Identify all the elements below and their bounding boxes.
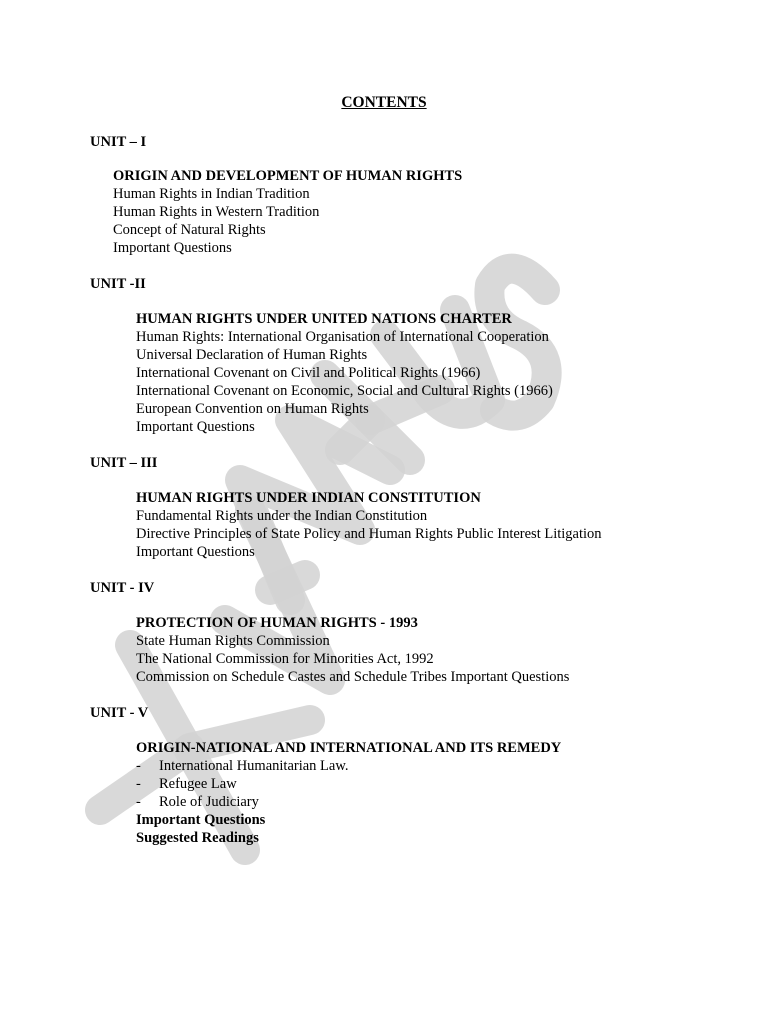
unit-3-item: Important Questions	[136, 544, 255, 560]
suggested-readings-label: Suggested Readings	[136, 830, 259, 846]
list-dash: -	[136, 758, 141, 774]
unit-4-section-title: PROTECTION OF HUMAN RIGHTS - 1993	[136, 615, 418, 631]
unit-3-section-title: HUMAN RIGHTS UNDER INDIAN CONSTITUTION	[136, 490, 481, 506]
list-dash: -	[136, 776, 141, 792]
unit-2-heading: UNIT -II	[90, 276, 146, 292]
list-dash: -	[136, 794, 141, 810]
unit-1-item: Concept of Natural Rights	[113, 222, 266, 238]
unit-1-item: Human Rights in Western Tradition	[113, 204, 320, 220]
page-title	[0, 93, 768, 113]
unit-3-heading: UNIT – III	[90, 455, 158, 471]
unit-2-section-title: HUMAN RIGHTS UNDER UNITED NATIONS CHARTER	[136, 311, 512, 327]
unit-4-item: The National Commission for Minorities Act, 1992	[136, 651, 434, 667]
unit-1-item: Important Questions	[113, 240, 232, 256]
unit-3-item: Directive Principles of State Policy and Human Rights Public Interest Litigation	[136, 526, 602, 542]
unit-2-item: Human Rights: International Organisation of International Cooperation	[136, 329, 549, 345]
unit-2-item: Important Questions	[136, 419, 255, 435]
unit-1-section-title: ORIGIN AND DEVELOPMENT OF HUMAN RIGHTS	[113, 168, 463, 184]
unit-1-heading: UNIT – I	[90, 134, 147, 150]
unit-1-item: Human Rights in Indian Tradition	[113, 186, 310, 202]
unit-4-item: State Human Rights Commission	[136, 633, 330, 649]
list-item-text: Refugee Law	[159, 776, 237, 792]
unit-4-item: Commission on Schedule Castes and Schedule Tribes Important Questions	[136, 669, 570, 685]
list-item-text: International Humanitarian Law.	[159, 758, 349, 774]
unit-2-item: International Covenant on Civil and Political Rights (1966)	[136, 365, 481, 381]
unit-3-item: Fundamental Rights under the Indian Constitution	[136, 508, 428, 524]
important-questions-label: Important Questions	[136, 812, 266, 828]
unit-2-item: International Covenant on Economic, Social and Cultural Rights (1966)	[136, 383, 553, 399]
list-item-text: Role of Judiciary	[159, 794, 259, 810]
unit-5-heading: UNIT - V	[90, 705, 149, 721]
unit-4-heading: UNIT - IV	[90, 580, 155, 596]
unit-2-item: Universal Declaration of Human Rights	[136, 347, 368, 363]
unit-5-section-title: ORIGIN-NATIONAL AND INTERNATIONAL AND ITS REMEDY	[136, 740, 562, 756]
unit-2-item: European Convention on Human Rights	[136, 401, 369, 417]
page-title-text: CONTENTS	[341, 94, 427, 111]
